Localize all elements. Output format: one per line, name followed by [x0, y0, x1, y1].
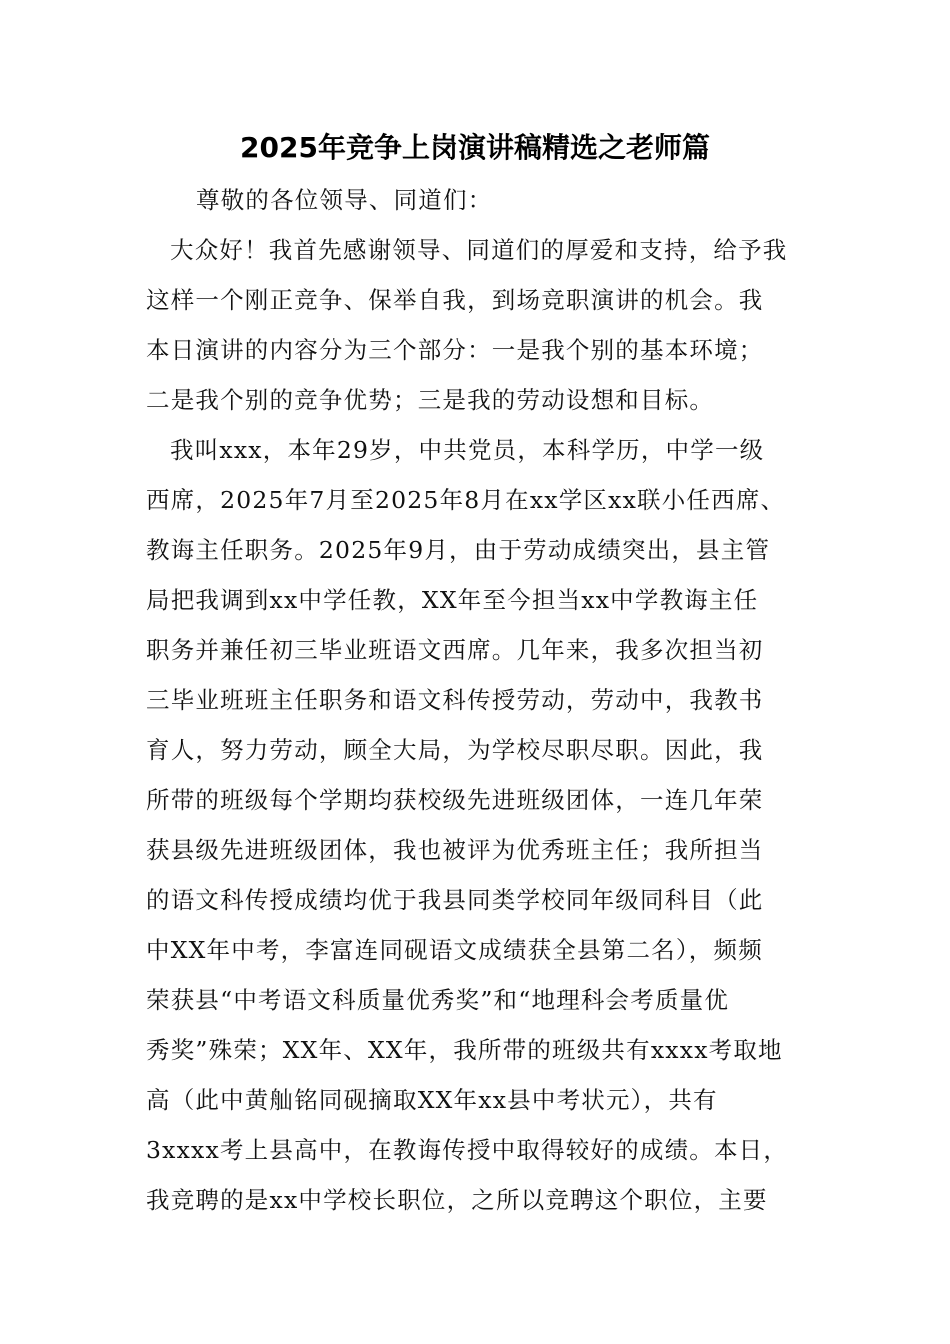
paragraph-line: 教诲主任职务。2025年9月，由于劳动成绩突出，县主管 — [146, 536, 771, 564]
paragraph-line: 我竞聘的是xx中学校长职位，之所以竞聘这个职位，主要 — [146, 1186, 768, 1214]
paragraph-line: 西席，2025年7月至2025年8月在xx学区xx联小任西席、 — [146, 486, 786, 514]
paragraph-line: 三毕业班班主任职务和语文科传授劳动，劳动中，我教书 — [146, 686, 764, 714]
paragraph-line: 中XX年中考，李富连同砚语文成绩获全县第二名），频频 — [146, 936, 763, 964]
paragraph-line: 秀奖”殊荣；XX年、XX年，我所带的班级共有xxxx考取地 — [146, 1036, 783, 1064]
paragraph-line: 二是我个别的竞争优势；三是我的劳动设想和目标。 — [146, 386, 715, 414]
paragraph-line: 局把我调到xx中学任教，XX年至今担当xx中学教诲主任 — [146, 586, 759, 614]
paragraph-line: 获县级先进班级团体，我也被评为优秀班主任；我所担当 — [146, 836, 764, 864]
paragraph-line: 3xxxx考上县高中，在教诲传授中取得较好的成绩。本日， — [146, 1136, 789, 1164]
paragraph-line: 大众好！我首先感谢领导、同道们的厚爱和支持，给予我 — [170, 236, 788, 264]
salutation: 尊敬的各位领导、同道们： — [196, 186, 493, 214]
paragraph-line: 的语文科传授成绩均优于我县同类学校同年级同科目（此 — [146, 886, 764, 914]
paragraph-line: 育人，努力劳动，顾全大局，为学校尽职尽职。因此，我 — [146, 736, 764, 764]
paragraph-line: 职务并兼任初三毕业班语文西席。几年来，我多次担当初 — [146, 636, 764, 664]
paragraph-line: 荣获县“中考语文科质量优秀奖”和“地理科会考质量优 — [146, 986, 730, 1014]
paragraph-line: 这样一个刚正竞争、保举自我，到场竞职演讲的机会。我 — [146, 286, 764, 314]
paragraph-line: 本日演讲的内容分为三个部分：一是我个别的基本环境； — [146, 336, 764, 364]
paragraph-line: 所带的班级每个学期均获校级先进班级团体，一连几年荣 — [146, 786, 764, 814]
paragraph-line: 我叫xxx，本年29岁，中共党员，本科学历，中学一级 — [170, 436, 765, 464]
paragraph-line: 高（此中黄舢铭同砚摘取XX年xx县中考状元），共有 — [146, 1086, 718, 1114]
document-title: 2025年竞争上岗演讲稿精选之老师篇 — [240, 131, 710, 164]
